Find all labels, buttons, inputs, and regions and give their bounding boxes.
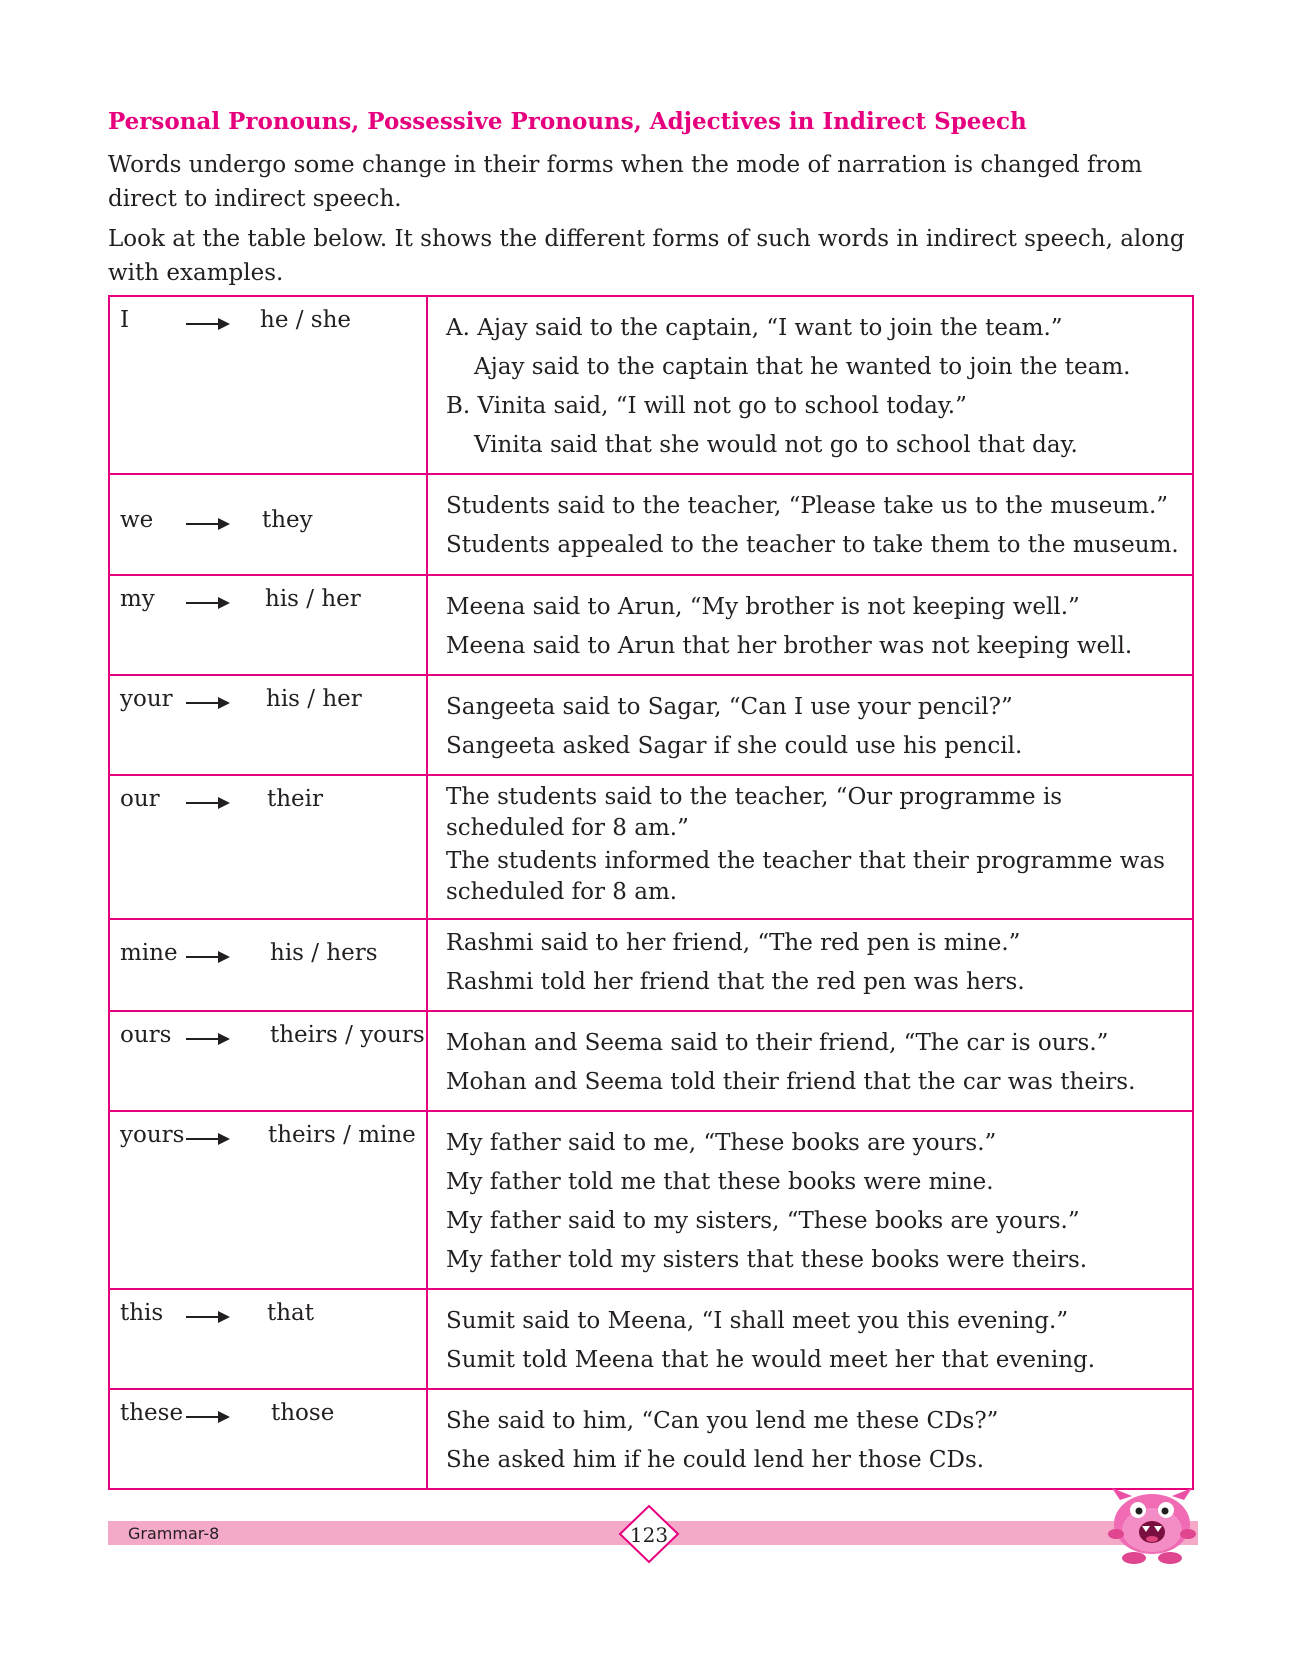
pronoun-change-cell [109, 1011, 427, 1111]
pronoun-change-cell [109, 474, 427, 575]
example-line: Sumit told Meena that he would meet her that evening. [446, 1347, 1096, 1373]
example-line: The students said to the teacher, “Our programme is scheduled for 8 am.” [446, 784, 1063, 841]
arrow-right-icon [186, 1316, 228, 1318]
direct-word: ours [120, 1022, 172, 1048]
examples-cell [427, 474, 1193, 575]
example-line: My father said to me, “These books are yours.” [446, 1130, 997, 1156]
examples-cell [427, 296, 1193, 474]
section-heading: Personal Pronouns, Possessive Pronouns, Adjectives in Indirect Speech [108, 108, 1027, 135]
direct-word: mine [120, 940, 178, 966]
table-row [109, 1111, 1193, 1289]
examples-cell [427, 1289, 1193, 1389]
direct-word: these [120, 1400, 184, 1426]
direct-word: yours [120, 1122, 185, 1148]
pink-monster-mascot-icon [1106, 1486, 1198, 1566]
examples-cell [427, 1111, 1193, 1289]
example-line: Rashmi said to her friend, “The red pen is mine.” [446, 930, 1021, 956]
pronoun-change-cell [109, 575, 427, 675]
direct-word: I [120, 307, 130, 333]
example-line: She asked him if he could lend her those CDs. [446, 1447, 985, 1473]
arrow-right-icon [186, 802, 228, 804]
arrow-right-icon [186, 1416, 228, 1418]
page-number-badge [618, 1504, 680, 1564]
page-number: 123 [629, 1523, 669, 1547]
table-row [109, 675, 1193, 775]
direct-word: my [120, 586, 155, 612]
examples-cell [427, 675, 1193, 775]
example-line: Vinita said that she would not go to school that day. [474, 432, 1078, 458]
indirect-word: they [262, 507, 313, 533]
indirect-word: theirs / mine [268, 1122, 416, 1148]
example-line: Sumit said to Meena, “I shall meet you this evening.” [446, 1308, 1069, 1334]
example-line: My father said to my sisters, “These books are yours.” [446, 1208, 1080, 1234]
example-line: Students said to the teacher, “Please take us to the museum.” [446, 493, 1169, 519]
arrow-right-icon [186, 1038, 228, 1040]
direct-word: this [120, 1300, 164, 1326]
pronoun-change-cell [109, 296, 427, 474]
example-line: She said to him, “Can you lend me these CDs?” [446, 1408, 999, 1434]
examples-cell [427, 1011, 1193, 1111]
example-line: Meena said to Arun that her brother was not keeping well. [446, 633, 1133, 659]
example-line: B. Vinita said, “I will not go to school today.” [446, 393, 967, 419]
example-line: The students informed the teacher that their programme was scheduled for 8 am. [446, 848, 1165, 905]
example-line: Students appealed to the teacher to take them to the museum. [446, 532, 1179, 558]
pronoun-change-cell [109, 1289, 427, 1389]
examples-cell [427, 919, 1193, 1011]
intro-paragraph: Words undergo some change in their forms when the mode of narration is changed from direct to indirect speech. [108, 152, 1143, 212]
arrow-right-icon [186, 1138, 228, 1140]
example-line: Sangeeta asked Sagar if she could use his pencil. [446, 733, 1023, 759]
direct-word: we [120, 507, 154, 533]
arrow-right-icon [186, 702, 228, 704]
pronoun-change-cell [109, 1111, 427, 1289]
table-row [109, 1389, 1193, 1489]
table-row [109, 919, 1193, 1011]
table-row [109, 296, 1193, 474]
table-row [109, 775, 1193, 919]
example-line: Sangeeta said to Sagar, “Can I use your pencil?” [446, 694, 1013, 720]
examples-cell [427, 775, 1193, 919]
indirect-word: he / she [260, 307, 352, 333]
indirect-word: his / her [265, 586, 361, 612]
example-line: Meena said to Arun, “My brother is not keeping well.” [446, 594, 1080, 620]
arrow-right-icon [186, 602, 228, 604]
pronoun-change-cell [109, 775, 427, 919]
examples-cell [427, 1389, 1193, 1489]
example-line: Rashmi told her friend that the red pen was hers. [446, 969, 1025, 995]
example-line: A. Ajay said to the captain, “I want to join the team.” [446, 315, 1063, 341]
indirect-word: his / her [266, 686, 362, 712]
direct-word: our [120, 786, 160, 812]
example-line: My father told my sisters that these books were theirs. [446, 1247, 1088, 1273]
table-row [109, 1289, 1193, 1389]
pronoun-change-cell [109, 919, 427, 1011]
examples-cell [427, 575, 1193, 675]
arrow-right-icon [186, 956, 228, 958]
table-intro-paragraph: Look at the table below. It shows the different forms of such words in indirect speech, along with examples. [108, 226, 1185, 286]
table-row [109, 1011, 1193, 1111]
pronoun-table [108, 295, 1194, 1490]
pronoun-change-cell [109, 1389, 427, 1489]
table-row [109, 575, 1193, 675]
example-line: Ajay said to the captain that he wanted to join the team. [474, 354, 1131, 380]
indirect-word: their [267, 786, 324, 812]
indirect-word: that [267, 1300, 315, 1326]
indirect-word: theirs / yours [270, 1022, 425, 1048]
indirect-word: those [271, 1400, 335, 1426]
indirect-word: his / hers [270, 940, 378, 966]
book-label: Grammar-8 [128, 1524, 220, 1543]
pronoun-change-cell [109, 675, 427, 775]
direct-word: your [120, 686, 173, 712]
arrow-right-icon [186, 523, 228, 525]
example-line: My father told me that these books were mine. [446, 1169, 994, 1195]
arrow-right-icon [186, 323, 228, 325]
example-line: Mohan and Seema said to their friend, “The car is ours.” [446, 1030, 1109, 1056]
table-row [109, 474, 1193, 575]
example-line: Mohan and Seema told their friend that the car was theirs. [446, 1069, 1136, 1095]
